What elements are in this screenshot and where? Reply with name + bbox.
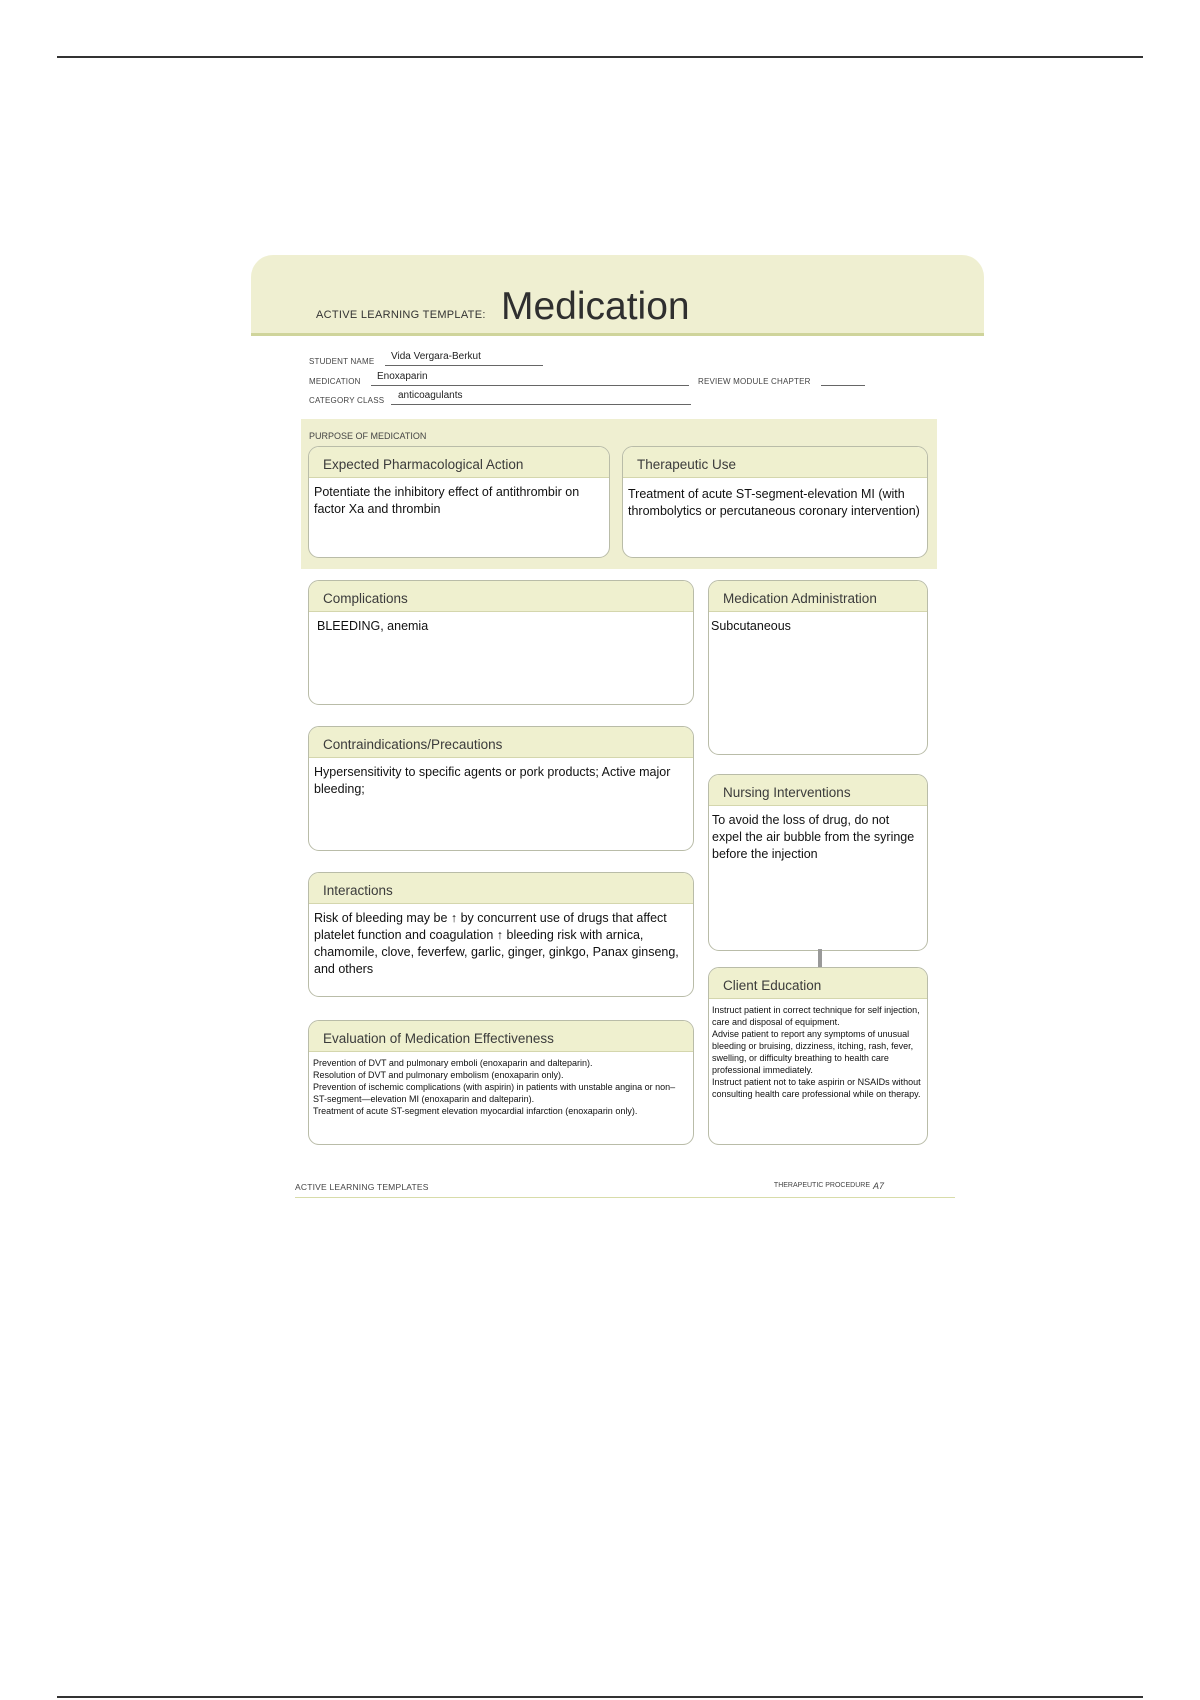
complications-title: Complications (309, 581, 693, 612)
student-name-value: Vida Vergara-Berkut (391, 351, 481, 362)
nursing-interventions-box (708, 774, 928, 951)
nursing-interventions-title: Nursing Interventions (709, 775, 927, 806)
expected-action-title: Expected Pharmacological Action (309, 447, 609, 478)
therapeutic-use-text: Treatment of acute ST-segment-elevation MI (with thrombolytics or percutaneous coronary intervention) (628, 487, 920, 518)
top-rule (57, 56, 1143, 58)
evaluation-box (308, 1020, 694, 1145)
student-name-underline (385, 365, 543, 366)
administration-text: Subcutaneous (711, 619, 791, 633)
interactions-text: Risk of bleeding may be ↑ by concurrent use of drugs that affect platelet function and coagulation ↑ bleeding risk with arnica, chamomile, clove, feverfew, garlic, ginger, ginkgo, Panax ginseng, and others (314, 911, 679, 976)
expected-action-box (308, 446, 610, 558)
evaluation-line: Treatment of acute ST-segment elevation myocardial infarction (enoxaparin only). (313, 1106, 638, 1116)
review-module-label: REVIEW MODULE CHAPTER (698, 377, 811, 386)
interactions-box (308, 872, 694, 997)
medication-template-page (251, 255, 984, 1200)
evaluation-line: Prevention of DVT and pulmonary emboli (enoxaparin and dalteparin). (313, 1058, 593, 1068)
therapeutic-use-title: Therapeutic Use (623, 447, 927, 478)
client-education-title: Client Education (709, 968, 927, 999)
medication-label: MEDICATION (309, 377, 361, 386)
page-number: A7 (872, 1181, 884, 1191)
footer-left: ACTIVE LEARNING TEMPLATES (295, 1182, 429, 1192)
complications-text: BLEEDING, anemia (317, 619, 429, 633)
therapeutic-use-box (622, 446, 928, 558)
category-class-underline (391, 404, 691, 405)
interactions-title: Interactions (309, 873, 693, 904)
footer-rule (295, 1197, 955, 1198)
client-education-line: Instruct patient in correct technique for self injection, care and disposal of equipment. (712, 1005, 920, 1027)
bottom-rule (57, 1696, 1143, 1698)
category-class-label: CATEGORY CLASS (309, 396, 385, 405)
administration-box (708, 580, 928, 755)
box-connector (818, 949, 822, 967)
evaluation-line: Prevention of ischemic complications (with aspirin) in patients with unstable angina or non–ST-segment—elevation MI (enoxaparin and dalteparin). (313, 1082, 676, 1104)
medication-value: Enoxaparin (377, 371, 428, 382)
medication-underline (371, 385, 689, 386)
purpose-label: PURPOSE OF MEDICATION (309, 431, 427, 441)
client-education-text (709, 999, 927, 1105)
footer-right: THERAPEUTIC PROCEDURE (773, 1182, 870, 1189)
contraindications-box (308, 726, 694, 851)
client-education-line: Instruct patient not to take aspirin or NSAIDs without consulting health care professional while on therapy. (712, 1077, 921, 1099)
review-module-underline (821, 385, 865, 386)
template-label: ACTIVE LEARNING TEMPLATE: (316, 309, 486, 321)
nursing-interventions-text: To avoid the loss of drug, do not expel the air bubble from the syringe before the injection (712, 813, 915, 861)
student-name-label: STUDENT NAME (309, 357, 375, 366)
contraindications-text: Hypersensitivity to specific agents or pork products; Active major bleeding; (314, 765, 671, 796)
template-title: Medication (501, 285, 690, 328)
administration-title: Medication Administration (709, 581, 927, 612)
client-education-line: Advise patient to report any symptoms of unusual bleeding or bruising, dizziness, itching, rash, fever, swelling, or difficulty breathing to health care professional immediately. (712, 1029, 914, 1075)
template-header (251, 255, 984, 336)
evaluation-text (309, 1052, 693, 1122)
contraindications-title: Contraindications/Precautions (309, 727, 693, 758)
evaluation-line: Resolution of DVT and pulmonary embolism (enoxaparin only). (313, 1070, 564, 1080)
category-class-value: anticoagulants (398, 390, 463, 401)
client-education-box (708, 967, 928, 1145)
complications-box (308, 580, 694, 705)
expected-action-text: Potentiate the inhibitory effect of antithrombir on factor Xa and thrombin (314, 485, 580, 516)
evaluation-title: Evaluation of Medication Effectiveness (309, 1021, 693, 1052)
